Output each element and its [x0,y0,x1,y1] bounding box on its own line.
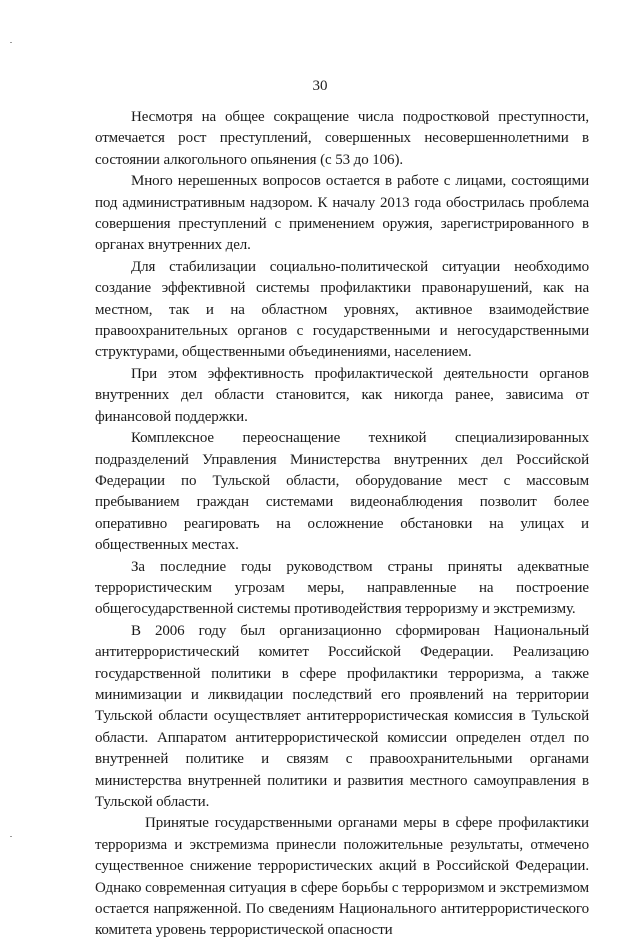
document-body [95,107,589,942]
paragraph-terrorism-situation: Принятые государственными органами меры в сфере профилактики терроризма и экстремизма принесли положительные результаты, отмечено существенное снижение террористических акций в Российской Федерации. Однако современная ситуация в сфере борьбы с терроризмом и экстремизмом остается напряженной. По сведениям Национального антитеррористического комитета уровень террористической опасности [95,815,589,939]
paragraph-counterterrorism-measures: За последние годы руководством страны приняты адекватные террористическим угрозам меры, направленные на построение общегосударственной системы противодействия терроризму и экстремизму. [95,558,589,618]
paragraph-administrative-supervision: Много нерешенных вопросов остается в работе с лицами, состоящими под административным надзором. К началу 2013 года обострилась проблема совершения преступлений с применением оружия, зарегистрированного в органах внутренних дел. [95,173,589,254]
paragraph-technical-reequipment: Комплексное переоснащение техникой специализированных подразделений Управления Министерства внутренних дел Российской Федерации по Тульской области, оборудование мест с массовым пребыванием граждан системами видеонаблюдения позволит более оперативно реагировать на осложнение обстановки на улицах и общественных местах. [95,430,589,554]
paragraph-juvenile-crime: Несмотря на общее сокращение числа подростковой преступности, отмечается рост преступлений, совершенных несовершеннолетними в состоянии алкогольного опьянения (с 53 до 106). [95,109,589,168]
paragraph-financial-support: При этом эффективность профилактической деятельности органов внутренних дел области становится, как никогда ранее, зависима от финансовой поддержки. [95,365,589,425]
scan-margin-mark-bottom [10,836,12,837]
page-number: 30 [312,78,328,94]
paragraph-prevention-system: Для стабилизации социально-политической ситуации необходимо создание эффективной системы профилактики правонарушений, как на местном, так и на областном уровнях, активное взаимодействие правоохранительных органов с государственными и негосударственными структурами, общественными объединениями, населением. [95,258,589,361]
paragraph-antiterrorism-committee: В 2006 году был организационно сформирован Национальный антитеррористический комитет Российской Федерации. Реализацию государственной политики в сфере профилактики терроризма, а также минимизации и ликвидации последствий его проявлений на территории Тульской области осуществляет антитеррористическая комиссия в Тульской области. Аппаратом антитеррористической комиссии определен отдел по внутренней политике и связям с правоохранительными органами министерства внутренней политики и развития местного самоуправления в Тульской области. [95,622,589,810]
scan-margin-mark-top [10,42,12,43]
